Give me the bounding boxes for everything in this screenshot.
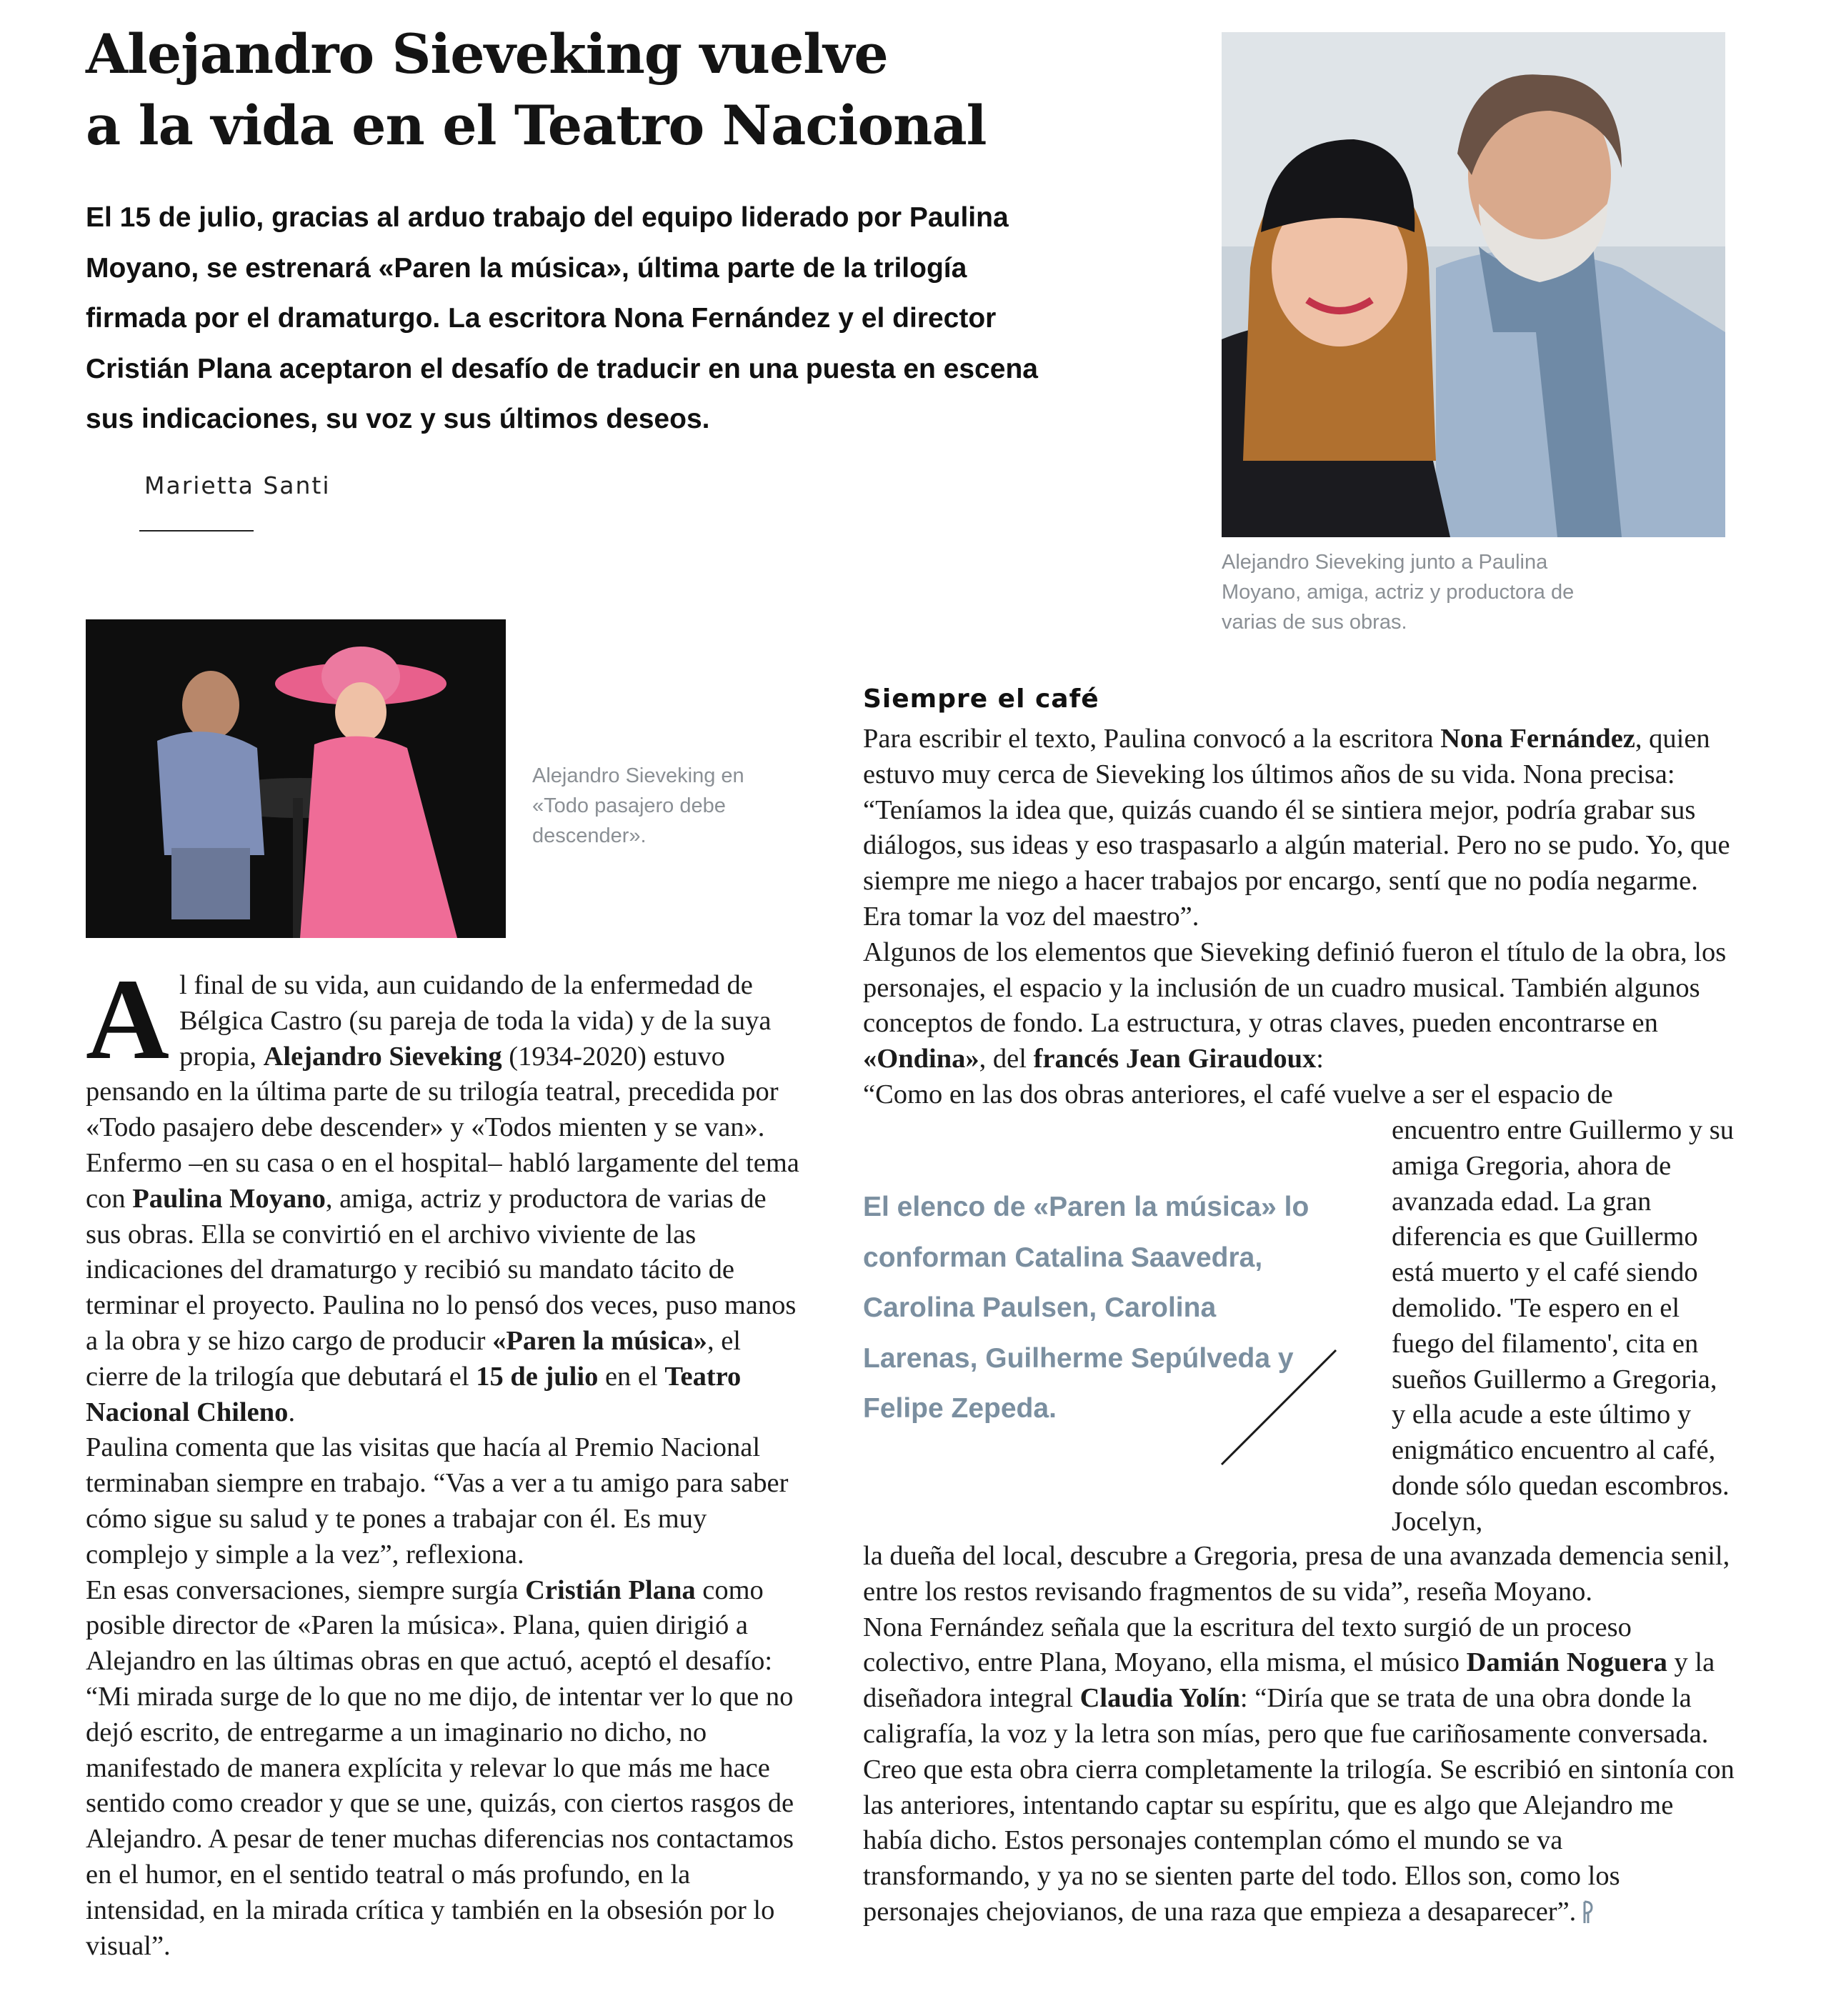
text-run: . (288, 1397, 296, 1427)
stage-illustration (86, 619, 506, 938)
bold-run: Cristián Plana (525, 1575, 696, 1605)
title-line-1: Alejandro Sieveking vuelve (86, 22, 888, 86)
text-run: (1934-2020) estuvo pensando en la última parte de su trilogía teatral, precedida por «Todo pasajero debe descender» y «Todos mienten y se van». Enfermo –en su casa o en el hospital– habló largamente del tema con (86, 1041, 799, 1214)
section-subhead: Siempre el café (863, 684, 1099, 714)
end-mark-icon (1583, 1900, 1593, 1925)
right-paragraph-3-start: “Como en las dos obras anteriores, el café vuelve a ser el espacio de (863, 1079, 1613, 1109)
author-rule (139, 530, 254, 532)
text-run: y la diseñadora integral (863, 1647, 1715, 1714)
bold-run: Alejandro Sieveking (263, 1041, 502, 1072)
left-paragraph-3 (86, 1573, 800, 1965)
author-byline: Marietta Santi (144, 471, 331, 499)
text-run: : “Diría que se trata de una obra donde la caligrafía, la voz y la letra son mías, pero que fue cariñosamente conversada. Creo que esta obra cierra completamente la trilogía. Se escribió en sintonía con las anteriores, intentando captar su espíritu, que es algo que Alejandro me había dicho. Estos personajes contemplan cómo el mundo se va transformando, y ya no se sienten parte del todo. Ellos son, como los personajes chejovianos, de una raza que empieza a desaparecer”. (863, 1683, 1735, 1927)
slash-divider (1214, 1343, 1343, 1472)
right-paragraph-3-end: la dueña del local, descubre a Gregoria, presa de una avanzada demencia senil, entre los restos revisando fragmentos de su vida”, reseña Moyano. (863, 1541, 1730, 1607)
right-column-text-narrow (1392, 1113, 1735, 1540)
right-column-text-bottom (863, 1539, 1735, 1930)
text-run: como posible director de «Paren la música». Plana, quien dirigió a Alejandro en las últimas obras en que actuó, aceptó el desafío: “Mi mirada surge de lo que no me dijo, de intentar ver lo que no dejó escrito, de entregarme a un imaginario no dicho, no manifestado de manera explícita y relevar lo que más me hace sentido como creador y que se une, quizás, con ciertos rasgos de Alejandro. A pesar de tener muchas diferencias nos contactamos en el humor, en el sentido teatral o más profundo, en la intensidad, en la mirada crítica y también en la obsesión por lo visual”. (86, 1575, 794, 1961)
bold-run: «Ondina» (863, 1044, 979, 1074)
text-run: Para escribir el texto, Paulina convocó a la escritora (863, 724, 1441, 754)
text-run: , el cierre de la trilogía que debutará el (86, 1325, 741, 1392)
text-run: l final de su vida, aun cuidando de la enfermedad de Bélgica Castro (su pareja de toda la vida) y de la suya propia, (179, 970, 772, 1072)
stage-photo-caption: Alejandro Sieveking en «Todo pasajero debe descender». (532, 764, 744, 847)
bold-run: Teatro Nacional Chileno (86, 1361, 742, 1427)
left-paragraph-2: Paulina comenta que las visitas que hacía al Premio Nacional terminaban siempre en trabajo. “Vas a ver a tu amigo para saber cómo sigue su salud y te pones a trabajar con él. Es muy complejo y simple a la vez”, reflexiona. (86, 1432, 789, 1570)
bold-run: Nona Fernández (1440, 724, 1635, 754)
text-run: Algunos de los elementos que Sieveking definió fueron el título de la obra, los personajes, el espacio y la inclusión de un cuadro musical. También algunos conceptos de fondo. La estructura, y otras claves, pueden encontrarse en (863, 937, 1727, 1039)
left-paragraph-1 (86, 956, 800, 1430)
right-paragraph-3-middle: encuentro entre Guillermo y su amiga Gregoria, ahora de avanzada edad. La gran diferencia es que Guillermo está muerto y el café siendo demolido. 'Te espero en el fuego del filamento', cita en sueños Guillermo a Gregoria, y ella acude a este último y enigmático encuentro al café, donde sólo quedan escombros. Jocelyn, (1392, 1115, 1734, 1537)
photo-stage-scene (86, 619, 506, 938)
bold-run: «Paren la música» (492, 1325, 707, 1356)
bold-run: Claudia Yolín (1079, 1683, 1240, 1714)
right-paragraph-1 (863, 722, 1735, 935)
bold-run: Damián Noguera (1466, 1647, 1667, 1678)
left-column-text (86, 956, 800, 1964)
article-title (86, 19, 1086, 161)
article-lead: El 15 de julio, gracias al arduo trabajo del equipo liderado por Paulina Moyano, se estrenará «Paren la música», última parte de la trilogía firmada por el dramaturgo. La escritora Nona Fernández y el director Cristián Plana aceptaron el desafío de traducir en una puesta en escena sus indicaciones, su voz y sus últimos deseos. (86, 202, 1038, 434)
photo-sieveking-moyano (1222, 32, 1725, 537)
bold-run: 15 de julio (476, 1361, 599, 1392)
main-photo-caption: Alejandro Sieveking junto a Paulina Moyano, amiga, actriz y productora de varias de sus obras. (1222, 551, 1575, 634)
bold-run: Paulina Moyano (132, 1183, 326, 1214)
text-run: en el (598, 1361, 665, 1392)
right-paragraph-4 (863, 1610, 1735, 1930)
text-run: , amiga, actriz y productora de varias de sus obras. Ella se convirtió en el archivo viviente de las indicaciones del dramaturgo y recibió su mandato tácito de terminar el proyecto. Paulina no lo pensó dos veces, puso manos a la obra y se hizo cargo de producir (86, 1183, 797, 1356)
drop-cap: A (86, 956, 169, 1084)
text-run: En esas conversaciones, siempre surgía (86, 1575, 526, 1605)
bold-run: francés Jean Giraudoux (1033, 1044, 1317, 1074)
right-paragraph-2 (863, 935, 1735, 1077)
text-run: : (1316, 1044, 1324, 1074)
photo-illustration (1222, 32, 1725, 537)
text-run: , del (979, 1044, 1034, 1074)
text-run: , quien estuvo muy cerca de Sieveking los últimos años de su vida. Nona precisa: “Teníamos la idea que, quizás cuando él se sintiera mejor, podría grabar sus diálogos, sus ideas y eso traspasarlo a algún material. Pero no se pudo. Yo, que siempre me niego a hacer trabajos por encargo, sentí que no podía negarme. Era tomar la voz del maestro”. (863, 724, 1730, 932)
pull-quote: El elenco de «Paren la música» lo conforman Catalina Saavedra, Carolina Paulsen, Carolina Larenas, Guilherme Sepúlveda y Felipe Zepeda. (863, 1192, 1309, 1424)
text-run: Nona Fernández señala que la escritura del texto surgió de un proceso colectivo, entre Plana, Moyano, ella misma, el músico (863, 1612, 1632, 1678)
right-column-text-top (863, 722, 1735, 1113)
title-line-2: a la vida en el Teatro Nacional (86, 94, 987, 157)
